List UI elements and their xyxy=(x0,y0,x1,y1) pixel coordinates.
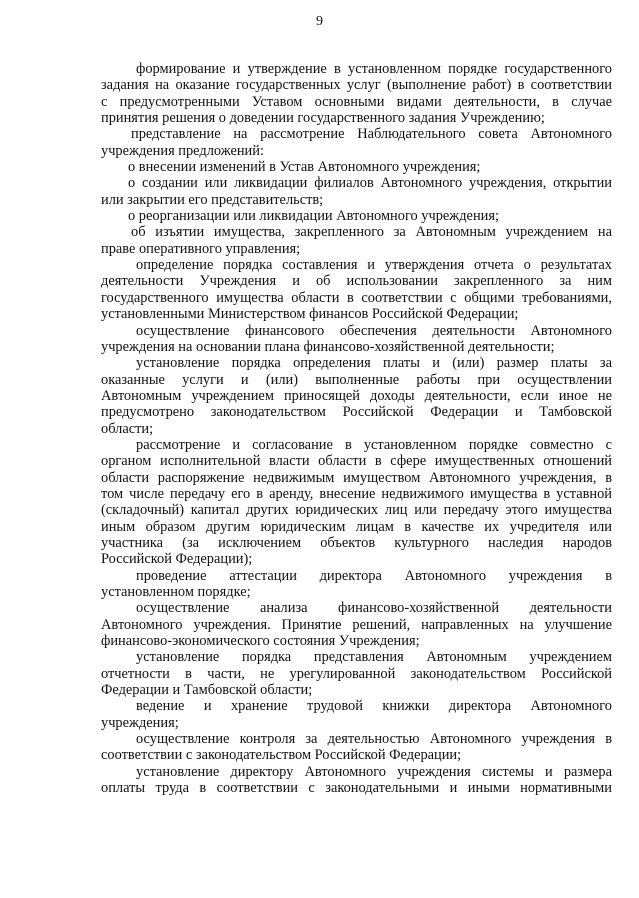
text-line: том числе передачу его в аренду, внесение недвижимого имущества в уставной xyxy=(101,485,612,502)
text-line: предусмотрено законодательством Российской Федерации и Тамбовской xyxy=(101,404,612,421)
text-line: оплаты труда в соответствии с законодательными и иными нормативными xyxy=(101,780,612,797)
text-line: проведение аттестации директора Автономного учреждения в xyxy=(136,567,612,584)
text-line: органом исполнительной власти области в сфере имущественных отношений xyxy=(101,453,612,470)
text-line: установленном порядке; xyxy=(101,584,251,600)
text-line: соответствии с законодательством Российской Федерации; xyxy=(101,747,462,764)
text-line: осуществление анализа финансово-хозяйственной деятельности xyxy=(136,600,612,617)
text-line: Автономным учреждением приносящей доходы деятельности, если иное не xyxy=(101,387,612,404)
text-line: установленными Министерством финансов Российской Федерации; xyxy=(101,306,519,323)
text-line: осуществление финансового обеспечения деятельности Автономного xyxy=(136,322,612,339)
text-line: учреждения предложений: xyxy=(101,142,264,159)
text-line: учреждения; xyxy=(101,714,179,731)
text-line: рассмотрение и согласование в установленном порядке совместно с xyxy=(136,436,612,453)
text-line: осуществление контроля за деятельностью Автономного учреждения в xyxy=(136,731,612,748)
text-line: о реорганизации или ликвидации Автономного учреждения; xyxy=(128,208,499,225)
text-line: принятия решения о доведении государственного задания Учреждению; xyxy=(101,110,545,127)
text-line: праве оперативного управления; xyxy=(101,240,301,257)
text-line: задания на оказание государственных услуг (выполнение работ) в соответствии xyxy=(101,77,612,94)
text-line: финансово-экономического состояния Учреждения; xyxy=(101,633,420,650)
text-line: участника (за исключением объектов культурного наследия народов xyxy=(101,534,612,551)
text-line: с предусмотренными Уставом основными видами деятельности, в случае xyxy=(101,93,612,110)
page-number: 9 xyxy=(316,14,323,29)
document-body xyxy=(101,61,612,796)
text-line: оказанные услуги и (или) выполненные работы при осуществлении xyxy=(101,371,612,388)
text-line: области; xyxy=(101,420,154,437)
text-line: определение порядка составления и утверждения отчета о результатах xyxy=(136,257,612,274)
text-line: установление порядка представления Автономным учреждением xyxy=(136,649,612,666)
text-line: о внесении изменений в Устав Автономного учреждения; xyxy=(128,159,481,176)
text-line: Автономного учреждения. Принятие решений, направленных на улучшение xyxy=(101,616,612,633)
text-line: ведение и хранение трудовой книжки директора Автономного xyxy=(136,698,612,715)
text-line: об изъятии имущества, закрепленного за Автономным учреждением на xyxy=(131,224,612,241)
text-line: области распоряжение недвижимым имуществом Автономного учреждения, в xyxy=(101,469,612,486)
text-line: деятельности Учреждения и об использовании закрепленного за ним xyxy=(101,273,612,290)
text-line: иным образом другим юридическим лицам в качестве их учредителя или xyxy=(101,518,612,535)
text-line: Российской Федерации); xyxy=(101,551,253,568)
text-line: установление порядка определения платы и (или) размер платы за xyxy=(136,355,612,372)
text-line: представление на рассмотрение Наблюдательного совета Автономного xyxy=(131,126,612,143)
text-line: (складочный) капитал других юридических лиц или передачу этого имущества xyxy=(101,502,612,519)
text-line: учреждения на основании плана финансово-хозяйственной деятельности; xyxy=(101,338,555,355)
text-line: государственного имущества области в соответствии с общими требованиями, xyxy=(101,289,612,306)
text-line: о создании или ликвидации филиалов Автономного учреждения, открытии xyxy=(128,175,612,192)
text-line: Федерации и Тамбовской области; xyxy=(101,682,313,699)
text-line: или закрытии его представительств; xyxy=(101,191,324,208)
text-line: формирование и утверждение в установленном порядке государственного xyxy=(136,61,612,77)
text-line: установление директору Автономного учреждения системы и размера xyxy=(136,763,612,780)
text-line: отчетности в части, не урегулированной законодательством Российской xyxy=(101,665,612,682)
